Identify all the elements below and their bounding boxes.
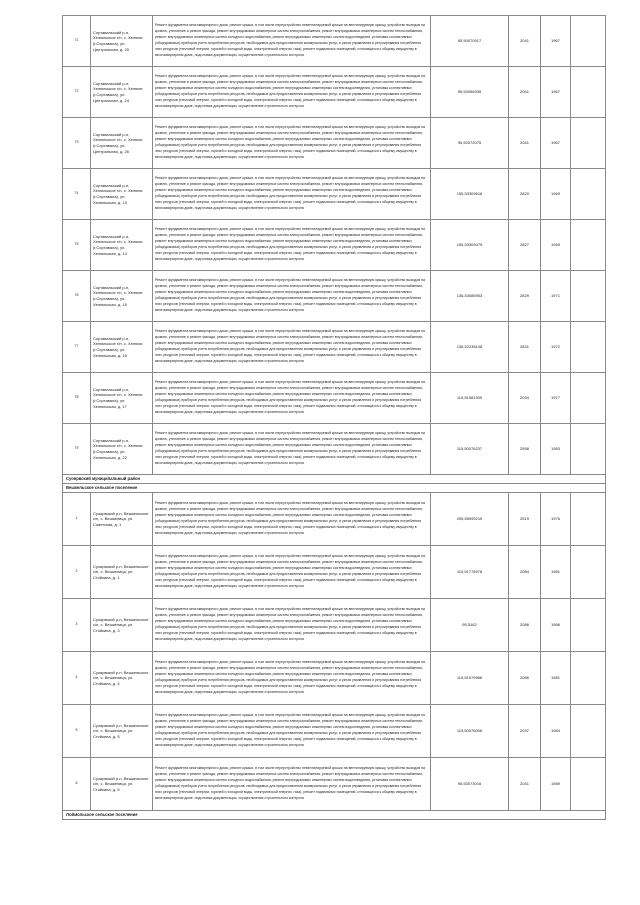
table-row <box>63 599 606 652</box>
cost-cell: 115,51981309 <box>431 373 509 424</box>
year-cell: 1967 <box>541 67 571 118</box>
section-settlement-heading: Лоймольское сельское поселение <box>63 811 606 820</box>
area-cell: 2086 <box>509 599 541 652</box>
row-number-cell: 79 <box>63 424 91 475</box>
row-number-cell: 71 <box>63 16 91 67</box>
address-cell: Сортавальский р-н, Хелюльское г/п, с. Хелюля (г.Сортавала), ул. Центральная, д. 26 <box>91 118 153 169</box>
year-cell: 1972 <box>541 322 571 373</box>
cost-cell: 115,51778978 <box>431 546 509 599</box>
empty-cell <box>571 67 606 118</box>
address-cell: Суоярвский р-н, Вешкельское с/п, с. Вешкелица, ул. Стойкина, д. 1 <box>91 546 153 599</box>
empty-cell <box>571 373 606 424</box>
address-cell: Сортавальский р-н, Хелюльское г/п, с. Хелюля (г.Сортавала), ул. Центральная, д. 25 <box>91 16 153 67</box>
empty-cell <box>571 16 606 67</box>
row-number-cell: 78 <box>63 373 91 424</box>
works-description-cell: Ремонт фундамента многоквартирного дома, ремонт крыши, в том числе переустройство невентилируемой крыши на вентилируемую крышу, устройство выходов на кровлю, утепление и ремонт фасада, ремонт внутридомовых инженерных систем электроснабжения, ремонт внутридомовых инженерных систем теплоснабжения, ремонт внутридомовых инженерных систем холодного водоснабжения, ремонт внутридомовых инженерных систем водоотведения, установка коллективных (общедомовых) приборов учета потребления ресурсов, необходимых для предоставления коммунальных услуг, и узлов управления и регулирования потребления этих ресурсов (тепловой энергии, горячей и холодной воды, электрической энергии, газа), ремонт подвальных помещений, относящихся к общему имуществу в многоквартирном доме, подготовка документации, осуществление строительного контроля <box>153 271 431 322</box>
table-row <box>63 758 606 811</box>
year-cell: 1969 <box>541 220 571 271</box>
works-description-cell: Ремонт фундамента многоквартирного дома, ремонт крыши, в том числе переустройство невентилируемой крыши на вентилируемую крышу, устройство выходов на кровлю, утепление и ремонт фасада, ремонт внутридомовых инженерных систем электроснабжения, ремонт внутридомовых инженерных систем теплоснабжения, ремонт внутридомовых инженерных систем холодного водоснабжения, ремонт внутридомовых инженерных систем водоотведения, установка коллективных (общедомовых) приборов учета потребления ресурсов, необходимых для предоставления коммунальных услуг, и узлов управления и регулирования потребления этих ресурсов (тепловой энергии, горячей и холодной воды, электрической энергии, газа), ремонт подвальных помещений, относящихся к общему имуществу в многоквартирном доме, подготовка документации, осуществление строительного контроля <box>153 67 431 118</box>
empty-cell <box>571 652 606 705</box>
cost-cell: 95,50070917 <box>431 16 509 67</box>
year-cell: 1976 <box>541 493 571 546</box>
table-row <box>63 493 606 546</box>
works-description-cell: Ремонт фундамента многоквартирного дома, ремонт крыши, в том числе переустройство невентилируемой крыши на вентилируемую крышу, устройство выходов на кровлю, утепление и ремонт фасада, ремонт внутридомовых инженерных систем электроснабжения, ремонт внутридомовых инженерных систем теплоснабжения, ремонт внутридомовых инженерных систем холодного водоснабжения, ремонт внутридомовых инженерных систем водоотведения, установка коллективных (общедомовых) приборов учета потребления ресурсов, необходимых для предоставления коммунальных услуг, и узлов управления и регулирования потребления этих ресурсов (тепловой энергии, горячей и холодной воды, электрической энергии, газа), ремонт подвальных помещений, относящихся к общему имуществу в многоквартирном доме, подготовка документации, осуществление строительного контроля <box>153 424 431 475</box>
works-description-cell: Ремонт фундамента многоквартирного дома, ремонт крыши, в том числе переустройство невентилируемой крыши на вентилируемую крышу, устройство выходов на кровлю, утепление и ремонт фасада, ремонт внутридомовых инженерных систем электроснабжения, ремонт внутридомовых инженерных систем теплоснабжения, ремонт внутридомовых инженерных систем холодного водоснабжения, ремонт внутридомовых инженерных систем водоотведения, установка коллективных (общедомовых) приборов учета потребления ресурсов, необходимых для предоставления коммунальных услуг, и узлов управления и регулирования потребления этих ресурсов (тепловой энергии, горячей и холодной воды, электрической энергии, газа), ремонт подвальных помещений, относящихся к общему имуществу в многоквартирном доме, подготовка документации, осуществление строительного контроля <box>153 493 431 546</box>
empty-cell <box>571 322 606 373</box>
empty-cell <box>571 118 606 169</box>
table-row <box>63 546 606 599</box>
address-cell: Сортавальский р-н, Хелюльское г/п, с. Хелюля (г.Сортавала), ул. Хелюльская, д. 13 <box>91 169 153 220</box>
address-cell: Суоярвский р-н, Вешкельское с/п, с. Вешкелица, ул. Советская, д. 1 <box>91 493 153 546</box>
table-row <box>63 373 606 424</box>
area-cell: 2831 <box>509 322 541 373</box>
table-row <box>63 652 606 705</box>
area-cell: 2041 <box>509 67 541 118</box>
table-row <box>63 271 606 322</box>
table-row <box>63 705 606 758</box>
works-description-cell: Ремонт фундамента многоквартирного дома, ремонт крыши, в том числе переустройство невентилируемой крыши на вентилируемую крышу, устройство выходов на кровлю, утепление и ремонт фасада, ремонт внутридомовых инженерных систем электроснабжения, ремонт внутридомовых инженерных систем теплоснабжения, ремонт внутридомовых инженерных систем холодного водоснабжения, ремонт внутридомовых инженерных систем водоотведения, установка коллективных (общедомовых) приборов учета потребления ресурсов, необходимых для предоставления коммунальных услуг, и узлов управления и регулирования потребления этих ресурсов (тепловой энергии, горячей и холодной воды, электрической энергии, газа), ремонт подвальных помещений, относящихся к общему имуществу в многоквартирном доме, подготовка документации, осуществление строительного контроля <box>153 322 431 373</box>
cost-cell: 136,52238108 <box>431 322 509 373</box>
year-cell: 1969 <box>541 169 571 220</box>
address-cell: Суоярвский р-н, Вешкельское с/п, с. Вешкелица, ул. Стойкина, д. 4 <box>91 652 153 705</box>
year-cell: 1967 <box>541 118 571 169</box>
cost-cell: 155,53309475 <box>431 220 509 271</box>
table-body <box>63 16 606 820</box>
section-row <box>63 475 606 484</box>
empty-cell <box>571 424 606 475</box>
empty-cell <box>571 493 606 546</box>
empty-cell <box>571 758 606 811</box>
table-row <box>63 118 606 169</box>
repair-program-table <box>62 15 606 820</box>
area-cell: 2519 <box>509 493 541 546</box>
row-number-cell: 73 <box>63 118 91 169</box>
empty-cell <box>571 220 606 271</box>
empty-cell <box>571 705 606 758</box>
address-cell: Сортавальский р-н, Хелюльское г/п, с. Хелюля (г.Сортавала), ул. Хелюльская, д. 14 <box>91 220 153 271</box>
row-number-cell: 3 <box>63 599 91 652</box>
works-description-cell: Ремонт фундамента многоквартирного дома, ремонт крыши, в том числе переустройство невентилируемой крыши на вентилируемую крышу, устройство выходов на кровлю, утепление и ремонт фасада, ремонт внутридомовых инженерных систем электроснабжения, ремонт внутридомовых инженерных систем теплоснабжения, ремонт внутридомовых инженерных систем холодного водоснабжения, ремонт внутридомовых инженерных систем водоотведения, установка коллективных (общедомовых) приборов учета потребления ресурсов, необходимых для предоставления коммунальных услуг, и узлов управления и регулирования потребления этих ресурсов (тепловой энергии, горячей и холодной воды, электрической энергии, газа), ремонт подвальных помещений, относящихся к общему имуществу в многоквартирном доме, подготовка документации, осуществление строительного контроля <box>153 169 431 220</box>
cost-cell: 205,55995215 <box>431 493 509 546</box>
area-cell: 2827 <box>509 220 541 271</box>
cost-cell: 95,50072075 <box>431 118 509 169</box>
year-cell: 1967 <box>541 16 571 67</box>
area-cell: 2829 <box>509 271 541 322</box>
row-number-cell: 72 <box>63 67 91 118</box>
area-cell: 2041 <box>509 16 541 67</box>
area-cell: 2041 <box>509 118 541 169</box>
row-number-cell: 75 <box>63 220 91 271</box>
year-cell: 1984 <box>541 705 571 758</box>
works-description-cell: Ремонт фундамента многоквартирного дома, ремонт крыши, в том числе переустройство невентилируемой крыши на вентилируемую крышу, устройство выходов на кровлю, утепление и ремонт фасада, ремонт внутридомовых инженерных систем электроснабжения, ремонт внутридомовых инженерных систем теплоснабжения, ремонт внутридомовых инженерных систем холодного водоснабжения, ремонт внутридомовых инженерных систем водоотведения, установка коллективных (общедомовых) приборов учета потребления ресурсов, необходимых для предоставления коммунальных услуг, и узлов управления и регулирования потребления этих ресурсов (тепловой энергии, горячей и холодной воды, электрической энергии, газа), ремонт подвальных помещений, относящихся к общему имуществу в многоквартирном доме, подготовка документации, осуществление строительного контроля <box>153 652 431 705</box>
section-row <box>63 811 606 820</box>
works-description-cell: Ремонт фундамента многоквартирного дома, ремонт крыши, в том числе переустройство невентилируемой крыши на вентилируемую крышу, устройство выходов на кровлю, утепление и ремонт фасада, ремонт внутридомовых инженерных систем электроснабжения, ремонт внутридомовых инженерных систем теплоснабжения, ремонт внутридомовых инженерных систем холодного водоснабжения, ремонт внутридомовых инженерных систем водоотведения, установка коллективных (общедомовых) приборов учета потребления ресурсов, необходимых для предоставления коммунальных услуг, и узлов управления и регулирования потребления этих ресурсов (тепловой энергии, горячей и холодной воды, электрической энергии, газа), ремонт подвальных помещений, относящихся к общему имуществу в многоквартирном доме, подготовка документации, осуществление строительного контроля <box>153 373 431 424</box>
works-description-cell: Ремонт фундамента многоквартирного дома, ремонт крыши, в том числе переустройство невентилируемой крыши на вентилируемую крышу, устройство выходов на кровлю, утепление и ремонт фасада, ремонт внутридомовых инженерных систем электроснабжения, ремонт внутридомовых инженерных систем теплоснабжения, ремонт внутридомовых инженерных систем холодного водоснабжения, ремонт внутридомовых инженерных систем водоотведения, установка коллективных (общедомовых) приборов учета потребления ресурсов, необходимых для предоставления коммунальных услуг, и узлов управления и регулирования потребления этих ресурсов (тепловой энергии, горячей и холодной воды, электрической энергии, газа), ремонт подвальных помещений, относящихся к общему имуществу в многоквартирном доме, подготовка документации, осуществление строительного контроля <box>153 705 431 758</box>
area-cell: 2034 <box>509 373 541 424</box>
year-cell: 1989 <box>541 758 571 811</box>
area-cell: 2820 <box>509 169 541 220</box>
works-description-cell: Ремонт фундамента многоквартирного дома, ремонт крыши, в том числе переустройство невентилируемой крыши на вентилируемую крышу, устройство выходов на кровлю, утепление и ремонт фасада, ремонт внутридомовых инженерных систем электроснабжения, ремонт внутридомовых инженерных систем теплоснабжения, ремонт внутридомовых инженерных систем холодного водоснабжения, ремонт внутридомовых инженерных систем водоотведения, установка коллективных (общедомовых) приборов учета потребления ресурсов, необходимых для предоставления коммунальных услуг, и узлов управления и регулирования потребления этих ресурсов (тепловой энергии, горячей и холодной воды, электрической энергии, газа), ремонт подвальных помещений, относящихся к общему имуществу в многоквартирном доме, подготовка документации, осуществление строительного контроля <box>153 546 431 599</box>
works-description-cell: Ремонт фундамента многоквартирного дома, ремонт крыши, в том числе переустройство невентилируемой крыши на вентилируемую крышу, устройство выходов на кровлю, утепление и ремонт фасада, ремонт внутридомовых инженерных систем электроснабжения, ремонт внутридомовых инженерных систем теплоснабжения, ремонт внутридомовых инженерных систем холодного водоснабжения, ремонт внутридомовых инженерных систем водоотведения, установка коллективных (общедомовых) приборов учета потребления ресурсов, необходимых для предоставления коммунальных услуг, и узлов управления и регулирования потребления этих ресурсов (тепловой энергии, горячей и холодной воды, электрической энергии, газа), ремонт подвальных помещений, относящихся к общему имуществу в многоквартирном доме, подготовка документации, осуществление строительного контроля <box>153 758 431 811</box>
cost-cell: 95,50056935 <box>431 67 509 118</box>
row-number-cell: 76 <box>63 271 91 322</box>
area-cell: 2041 <box>509 758 541 811</box>
table-row <box>63 16 606 67</box>
section-district-heading: Суоярвский муниципальный район <box>63 475 606 484</box>
row-number-cell: 5 <box>63 705 91 758</box>
address-cell: Сортавальский р-н, Хелюльское г/п, с. Хелюля (г.Сортавала), ул. Центральная, д. 24 <box>91 67 153 118</box>
address-cell: Сортавальский р-н, Хелюльское г/п, с. Хелюля (г.Сортавала), ул. Хелюльская, д. 22 <box>91 424 153 475</box>
table-row <box>63 67 606 118</box>
table-row <box>63 220 606 271</box>
empty-cell <box>571 546 606 599</box>
table-row <box>63 322 606 373</box>
section-row <box>63 484 606 493</box>
year-cell: 1983 <box>541 424 571 475</box>
works-description-cell: Ремонт фундамента многоквартирного дома, ремонт крыши, в том числе переустройство невентилируемой крыши на вентилируемую крышу, устройство выходов на кровлю, утепление и ремонт фасада, ремонт внутридомовых инженерных систем электроснабжения, ремонт внутридомовых инженерных систем теплоснабжения, ремонт внутридомовых инженерных систем холодного водоснабжения, ремонт внутридомовых инженерных систем водоотведения, установка коллективных (общедомовых) приборов учета потребления ресурсов, необходимых для предоставления коммунальных услуг, и узлов управления и регулирования потребления этих ресурсов (тепловой энергии, горячей и холодной воды, электрической энергии, газа), ремонт подвальных помещений, относящихся к общему имуществу в многоквартирном доме, подготовка документации, осуществление строительного контроля <box>153 16 431 67</box>
works-description-cell: Ремонт фундамента многоквартирного дома, ремонт крыши, в том числе переустройство невентилируемой крыши на вентилируемую крышу, устройство выходов на кровлю, утепление и ремонт фасада, ремонт внутридомовых инженерных систем электроснабжения, ремонт внутридомовых инженерных систем теплоснабжения, ремонт внутридомовых инженерных систем холодного водоснабжения, ремонт внутридомовых инженерных систем водоотведения, установка коллективных (общедомовых) приборов учета потребления ресурсов, необходимых для предоставления коммунальных услуг, и узлов управления и регулирования потребления этих ресурсов (тепловой энергии, горячей и холодной воды, электрической энергии, газа), ремонт подвальных помещений, относящихся к общему имуществу в многоквартирном доме, подготовка документации, осуществление строительного контроля <box>153 118 431 169</box>
year-cell: 1977 <box>541 373 571 424</box>
works-description-cell: Ремонт фундамента многоквартирного дома, ремонт крыши, в том числе переустройство невентилируемой крыши на вентилируемую крышу, устройство выходов на кровлю, утепление и ремонт фасада, ремонт внутридомовых инженерных систем электроснабжения, ремонт внутридомовых инженерных систем теплоснабжения, ремонт внутридомовых инженерных систем холодного водоснабжения, ремонт внутридомовых инженерных систем водоотведения, установка коллективных (общедомовых) приборов учета потребления ресурсов, необходимых для предоставления коммунальных услуг, и узлов управления и регулирования потребления этих ресурсов (тепловой энергии, горячей и холодной воды, электрической энергии, газа), ремонт подвальных помещений, относящихся к общему имуществу в многоквартирном доме, подготовка документации, осуществление строительного контроля <box>153 599 431 652</box>
address-cell: Сортавальский р-н, Хелюльское г/п, с. Хелюля (г.Сортавала), ул. Хелюльская, д. 15 <box>91 271 153 322</box>
year-cell: 1986 <box>541 599 571 652</box>
area-cell: 2086 <box>509 652 541 705</box>
cost-cell: 115,50076237 <box>431 424 509 475</box>
table-row <box>63 424 606 475</box>
address-cell: Сортавальский р-н, Хелюльское г/п, с. Хелюля (г.Сортавала), ул. Хелюльская, д. 17 <box>91 373 153 424</box>
row-number-cell: 77 <box>63 322 91 373</box>
document-page <box>62 15 605 820</box>
cost-cell: 95,50073016 <box>431 758 509 811</box>
cost-cell: 95,5162 <box>431 599 509 652</box>
row-number-cell: 1 <box>63 493 91 546</box>
area-cell: 2084 <box>509 546 541 599</box>
cost-cell: 115,50576006 <box>431 705 509 758</box>
empty-cell <box>571 599 606 652</box>
works-description-cell: Ремонт фундамента многоквартирного дома, ремонт крыши, в том числе переустройство невентилируемой крыши на вентилируемую крышу, устройство выходов на кровлю, утепление и ремонт фасада, ремонт внутридомовых инженерных систем электроснабжения, ремонт внутридомовых инженерных систем теплоснабжения, ремонт внутридомовых инженерных систем холодного водоснабжения, ремонт внутридомовых инженерных систем водоотведения, установка коллективных (общедомовых) приборов учета потребления ресурсов, необходимых для предоставления коммунальных услуг, и узлов управления и регулирования потребления этих ресурсов (тепловой энергии, горячей и холодной воды, электрической энергии, газа), ремонт подвальных помещений, относящихся к общему имуществу в многоквартирном доме, подготовка документации, осуществление строительного контроля <box>153 220 431 271</box>
address-cell: Суоярвский р-н, Вешкельское с/п, с. Вешкелица, ул. Стойкина, д. 5 <box>91 705 153 758</box>
address-cell: Суоярвский р-н, Вешкельское с/п, с. Вешкелица, ул. Стойкина, д. 3 <box>91 599 153 652</box>
row-number-cell: 6 <box>63 758 91 811</box>
year-cell: 1981 <box>541 546 571 599</box>
cost-cell: 155,53309618 <box>431 169 509 220</box>
year-cell: 1971 <box>541 271 571 322</box>
cost-cell: 136,53085903 <box>431 271 509 322</box>
row-number-cell: 74 <box>63 169 91 220</box>
section-settlement-heading: Вешкельское сельское поселение <box>63 484 606 493</box>
area-cell: 2598 <box>509 424 541 475</box>
empty-cell <box>571 271 606 322</box>
empty-cell <box>571 169 606 220</box>
address-cell: Суоярвский р-н, Вешкельское с/п, с. Вешкелица, ул. Стойкина, д. 6 <box>91 758 153 811</box>
table-row <box>63 169 606 220</box>
row-number-cell: 2 <box>63 546 91 599</box>
cost-cell: 115,51579986 <box>431 652 509 705</box>
row-number-cell: 4 <box>63 652 91 705</box>
area-cell: 2037 <box>509 705 541 758</box>
year-cell: 1981 <box>541 652 571 705</box>
address-cell: Сортавальский р-н, Хелюльское г/п, с. Хелюля (г.Сортавала), ул. Хелюльская, д. 16 <box>91 322 153 373</box>
